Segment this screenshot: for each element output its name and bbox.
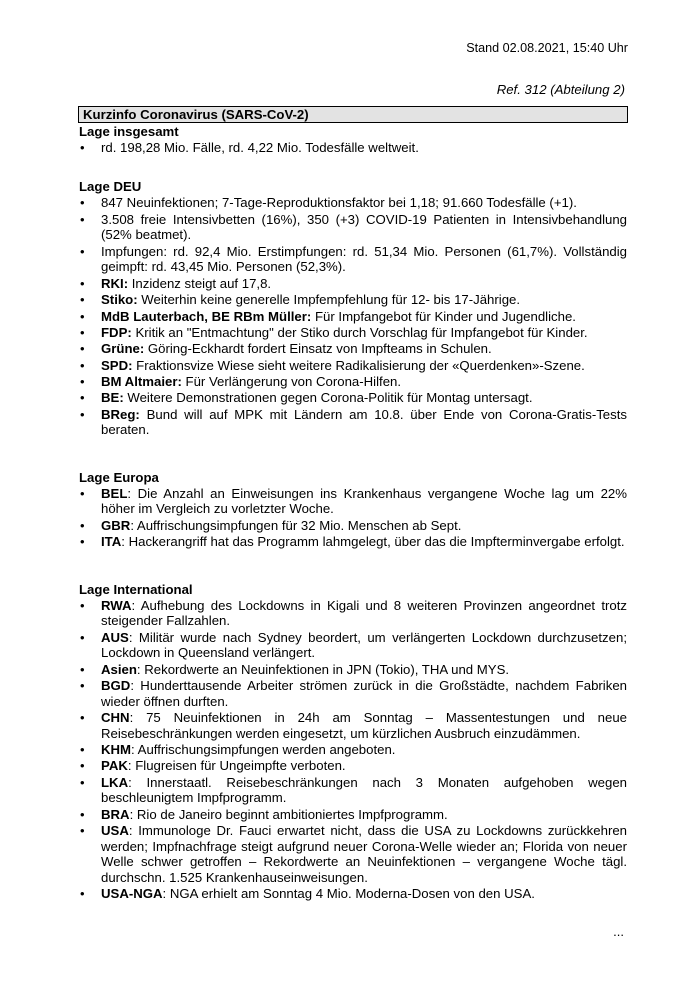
section-title: Lage International (79, 581, 193, 597)
item-label: RWA (101, 597, 132, 613)
item-text: Bund will auf MPK mit Ländern am 10.8. über Ende von Corona-Gratis-Tests beraten. (101, 406, 627, 438)
item-text: : 75 Neuinfektionen in 24h am Sonntag – Massentestungen und neue Reisebeschränkungen werden eingesetzt, um kürzlichen Ausbruch einzudämmen. (101, 709, 627, 741)
list-item (79, 518, 627, 534)
item-text: : Militär wurde nach Sydney beordert, um verlängerten Lockdown durchzusetzen; Lockdown in Queensland verlängert. (101, 629, 627, 661)
item-text: 847 Neuinfektionen; 7-Tage-Reproduktionsfaktor bei 1,18; 91.660 Todesfälle (+1). (101, 195, 577, 211)
bullet-list (79, 195, 627, 438)
item-text: Weitere Demonstrationen gegen Corona-Politik für Montag untersagt. (123, 390, 533, 406)
list-item (79, 309, 627, 325)
list-item (79, 758, 627, 774)
list-item (79, 823, 627, 885)
item-text: : Auffrischungsimpfungen werden angeboten. (131, 741, 396, 757)
item-text: 3.508 freie Intensivbetten (16%), 350 (+3) COVID-19 Patienten in Intensivbehandlung (52% beatmet). (101, 211, 627, 243)
item-text: Inzidenz steigt auf 17,8. (128, 275, 272, 291)
item-label: AUS (101, 629, 129, 645)
item-label: RKI: (101, 275, 129, 291)
item-text: Göring-Eckhardt fordert Einsatz von Impfteams in Schulen. (144, 341, 492, 357)
list-item (79, 325, 627, 341)
item-text: Impfungen: rd. 92,4 Mio. Erstimpfungen: rd. 51,34 Mio. Personen (61,7%). Vollständig geimpft: rd. 43,45 Mio. Personen (52,3%). (101, 243, 627, 275)
list-item (79, 678, 627, 709)
list-item (79, 212, 627, 243)
item-label: BE: (101, 390, 124, 406)
list-item (79, 407, 627, 438)
list-item (79, 662, 627, 678)
item-label: Grüne: (101, 341, 145, 357)
item-label: BEL (101, 485, 128, 501)
item-text: : Hackerangriff hat das Programm lahmgelegt, über das die Impfterminvergabe erfolgt. (121, 534, 625, 550)
list-item (79, 276, 627, 292)
item-text: : Innerstaatl. Reisebeschränkungen nach 3 Monaten aufgehoben wegen beschleunigtem Impfprogramm. (101, 774, 627, 806)
item-label: Asien (101, 661, 137, 677)
bullet-list (79, 486, 627, 550)
item-label: PAK (101, 758, 128, 774)
item-label: SPD: (101, 357, 133, 373)
item-label: Stiko: (101, 292, 138, 308)
list-item (79, 486, 627, 517)
item-text: : NGA erhielt am Sonntag 4 Mio. Moderna-Dosen von den USA. (162, 886, 535, 902)
section-title: Lage DEU (79, 179, 142, 195)
item-text: Kritik an "Entmachtung" der Stiko durch Vorschlag für Impfangebot für Kinder. (131, 324, 588, 340)
reference: Ref. 312 (Abteilung 2) (496, 82, 625, 97)
item-label: USA (101, 823, 129, 839)
item-text: : Die Anzahl an Einweisungen ins Krankenhaus vergangene Woche lag um 22% höher im Vergleich zu vorletzter Woche. (101, 485, 627, 517)
list-item (79, 807, 627, 823)
section-lage-europa (79, 470, 627, 550)
item-text: Für Impfangebot für Kinder und Jugendliche. (311, 308, 576, 324)
item-label: USA-NGA (101, 886, 163, 902)
item-text: : Hunderttausende Arbeiter strömen zurück in die Großstädte, nachdem Fabriken wieder öffnen durften. (101, 677, 627, 709)
item-text: : Flugreisen für Ungeimpfte verboten. (127, 758, 346, 774)
list-item (79, 195, 627, 211)
list-item (79, 341, 627, 357)
continuation-marker: ... (613, 924, 624, 939)
section-lage-deu (79, 179, 627, 438)
item-label: GBR (101, 517, 131, 533)
timestamp: Stand 02.08.2021, 15:40 Uhr (466, 41, 628, 55)
section-lage-insgesamt (79, 124, 627, 156)
item-text: : Immunologe Dr. Fauci erwartet nicht, dass die USA zu Lockdowns zurückkehren werden; Impfnachfrage steigt aufgrund neuer Corona-Welle wieder an; Florida von neuer Welle schwer getroffen – Rekordwerte an Neuinfektionen – vergangene Woche tägl. durchschn. 1.525 Krankenhauseinweisungen. (101, 823, 627, 885)
list-item (79, 390, 627, 406)
bullet-list (79, 140, 627, 156)
item-label: ITA (101, 534, 122, 550)
section-title: Lage insgesamt (79, 124, 179, 139)
list-item (79, 775, 627, 806)
item-label: BRA (101, 806, 130, 822)
list-item (79, 598, 627, 629)
item-text: Für Verlängerung von Corona-Hilfen. (181, 374, 402, 390)
document-body (79, 124, 627, 903)
item-label: LKA (101, 774, 129, 790)
item-label: BM Altmaier: (101, 374, 182, 390)
document-title: Kurzinfo Coronavirus (SARS-CoV-2) (78, 106, 628, 123)
item-label: KHM (101, 741, 132, 757)
list-item (79, 710, 627, 741)
item-label: BReg: (101, 406, 140, 422)
item-text: : Rio de Janeiro beginnt ambitioniertes Impfprogramm. (129, 806, 448, 822)
item-text: rd. 198,28 Mio. Fälle, rd. 4,22 Mio. Todesfälle weltweit. (101, 140, 419, 155)
list-item (79, 292, 627, 308)
item-text: : Auffrischungsimpfungen für 32 Mio. Menschen ab Sept. (130, 517, 462, 533)
list-item (79, 742, 627, 758)
item-label: BGD (101, 677, 131, 693)
item-text: Fraktionsvize Wiese sieht weitere Radikalisierung der «Querdenken»-Szene. (132, 357, 585, 373)
list-item (79, 886, 627, 902)
item-text: : Rekordwerte an Neuinfektionen in JPN (Tokio), THA und MYS. (136, 661, 510, 677)
list-item (79, 244, 627, 275)
list-item (79, 374, 627, 390)
bullet-list (79, 598, 627, 902)
list-item (79, 630, 627, 661)
list-item (79, 534, 627, 550)
section-lage-international (79, 582, 627, 902)
item-label: MdB Lauterbach, BE RBm Müller: (101, 308, 312, 324)
item-text: : Aufhebung des Lockdowns in Kigali und 8 weiteren Provinzen angeordnet trotz steigender Fallzahlen. (101, 597, 627, 629)
item-label: FDP: (101, 324, 132, 340)
list-item (79, 358, 627, 374)
item-label: CHN (101, 709, 130, 725)
item-text: Weiterhin keine generelle Impfempfehlung für 12- bis 17-Jährige. (137, 292, 521, 308)
section-title: Lage Europa (79, 469, 159, 485)
list-item (79, 140, 627, 156)
